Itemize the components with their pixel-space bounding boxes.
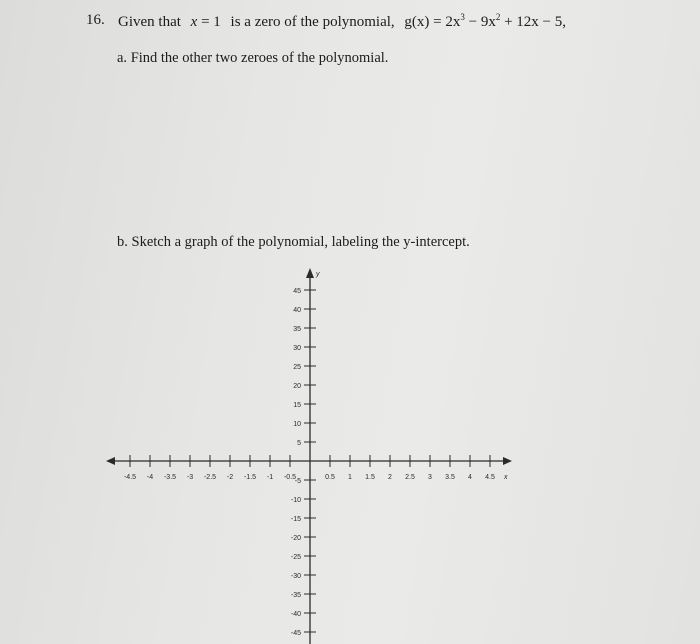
question-lead: Given that (118, 14, 181, 30)
poly-exp-2: 2 (495, 12, 501, 22)
part-b-text: Sketch a graph of the polynomial, labeling the y-intercept. (131, 234, 470, 250)
y-tick-label: 15 (293, 402, 301, 409)
y-tick-label: -10 (290, 497, 301, 504)
part-a-label: a. (117, 50, 128, 66)
x-tick-label: 0.5 (325, 474, 335, 481)
poly-lhs: g(x) = 2x (404, 14, 461, 30)
y-tick-label: 25 (293, 364, 301, 371)
x-tick-label: 1 (348, 474, 352, 481)
zero-variable: x (190, 14, 198, 30)
poly-mid: − 9x (464, 14, 496, 30)
y-axis-up-arrow (306, 268, 314, 278)
x-tick-label: -4 (146, 474, 154, 481)
y-tick-label: -35 (290, 592, 301, 599)
x-axis-left-arrow (106, 457, 115, 465)
y-tick-label: 40 (293, 307, 301, 314)
x-tick-label: 4 (468, 474, 472, 481)
x-tick-label: 2 (388, 474, 392, 481)
x-tick-label: 1.5 (365, 474, 375, 481)
poly-rhs: + 12x − 5, (500, 14, 567, 30)
part-a-text: Find the other two zeroes of the polynomial. (130, 50, 389, 66)
x-tick-label: -3.5 (163, 474, 177, 481)
poly-exp-1: 3 (460, 12, 465, 22)
y-tick-label: -25 (290, 554, 301, 561)
y-tick-label: 35 (293, 326, 301, 333)
x-tick-label: -2 (226, 474, 234, 481)
x-axis-name: x (504, 474, 508, 481)
x-tick-label: 3 (428, 474, 432, 481)
y-tick-label: -40 (290, 611, 301, 618)
x-tick-label: -0.5 (283, 474, 297, 481)
x-tick-label: 3.5 (445, 474, 455, 481)
y-tick-label: 10 (293, 421, 301, 428)
y-tick-label: -20 (290, 535, 301, 542)
y-axis-name: y (316, 271, 320, 278)
zero-tail: is a zero of the polynomial, (230, 14, 395, 30)
y-tick-label: 20 (293, 383, 301, 390)
x-tick-label: -1.5 (243, 474, 257, 481)
part-b-label: b. (117, 234, 128, 250)
y-tick-label: 45 (293, 288, 301, 295)
y-tick-label: 30 (293, 345, 301, 352)
y-tick-label: -15 (290, 516, 301, 523)
x-tick-label: -3 (186, 474, 194, 481)
zero-equation: = 1 (197, 14, 221, 30)
y-tick-label: 5 (297, 440, 301, 447)
y-tick-label: -45 (290, 630, 301, 637)
x-tick-label: 2.5 (405, 474, 415, 481)
x-tick-label: -4.5 (123, 474, 137, 481)
y-tick-label: -5 (294, 478, 301, 485)
x-axis-right-arrow (503, 457, 512, 465)
x-tick-label: -2.5 (203, 474, 217, 481)
y-tick-label: -30 (290, 573, 301, 580)
question-number: 16. (86, 12, 105, 28)
x-tick-label: 4.5 (485, 474, 495, 481)
x-tick-label: -1 (266, 474, 274, 481)
